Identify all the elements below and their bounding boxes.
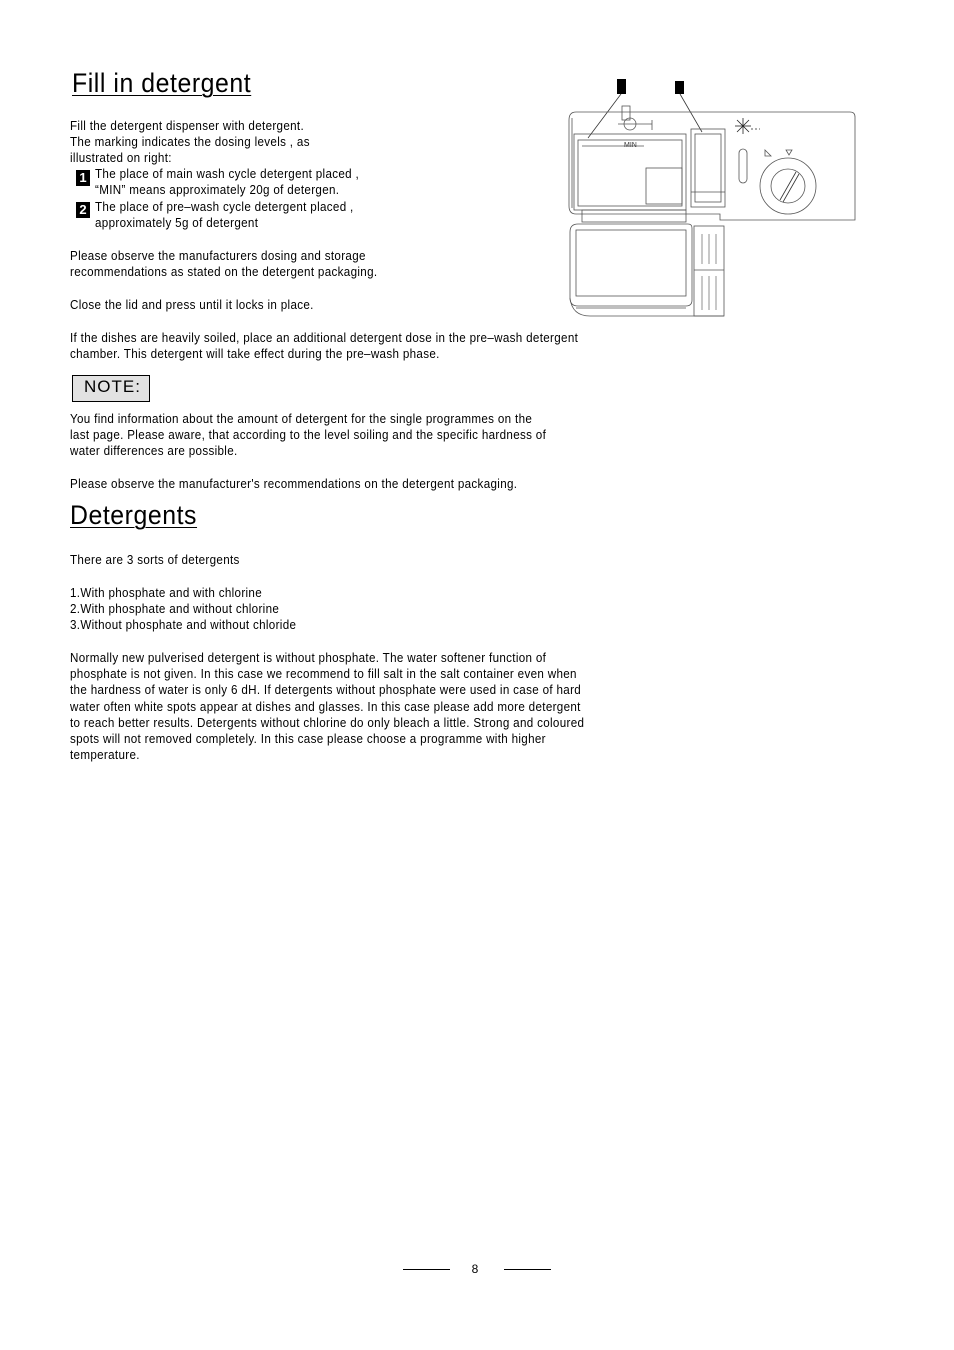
text-line: approximately 5g of detergent [95, 216, 259, 231]
text-line: You find information about the amount of detergent for the single programmes on the [70, 412, 533, 426]
text-line: chamber. This detergent will take effect during the pre–wash phase. [70, 347, 440, 362]
section-title-fill-detergent: Fill in detergent [72, 68, 252, 98]
text-line: the hardness of water is only 6 dH. If detergents without phosphate were used in case of hard [70, 683, 582, 698]
text-line: last page. Please aware, that according to the level soiling and the specific hardness of [70, 428, 547, 443]
text-line: Normally new pulverised detergent is without phosphate. The water softener function of [70, 651, 547, 665]
list-item: 2.With phosphate and without chlorine [70, 602, 280, 617]
fill-close-paragraph: Close the lid and press until it locks in place. [70, 298, 314, 312]
fill-heavy-paragraph [70, 330, 578, 362]
text-line: “MIN” means approximately 20g of detergen. [95, 183, 340, 198]
marker-2: 2 [76, 202, 90, 218]
item-1-text [95, 166, 359, 198]
text-line: temperature. [70, 748, 140, 763]
text-line: illustrated on right: [70, 151, 172, 166]
detergents-paragraph [70, 650, 584, 763]
note-label-box [72, 375, 150, 402]
page-number: 8 [471, 1262, 479, 1276]
list-item: 3.Without phosphate and without chloride [70, 618, 297, 633]
marker-1-tab [617, 79, 626, 94]
marker-2-tab [675, 81, 684, 94]
footer-rule-left [403, 1269, 450, 1270]
text-line: If the dishes are heavily soiled, place an additional detergent dose in the pre–wash detergent [70, 331, 579, 345]
fill-intro [70, 118, 310, 167]
text-line: The place of main wash cycle detergent placed , [95, 167, 360, 181]
text-line: recommendations as stated on the detergent packaging. [70, 265, 378, 280]
text-line: Please observe the manufacturers dosing and storage [70, 249, 366, 263]
text-line: to reach better results. Detergents without chlorine do only bleach a little. Strong and coloured [70, 715, 585, 730]
item-2-text [95, 199, 354, 231]
text-line: The marking indicates the dosing levels , as [70, 135, 310, 150]
footer-rule-right [504, 1269, 551, 1270]
text-line: Fill the detergent dispenser with detergent. [70, 119, 305, 133]
text-line: water differences are possible. [70, 444, 238, 459]
detergent-dispenser-illustration [560, 74, 860, 324]
section-title-detergents: Detergents [70, 500, 198, 530]
list-item: 1.With phosphate and with chlorine [70, 586, 263, 600]
marker-1: 1 [76, 170, 90, 186]
note-info-paragraph [70, 411, 546, 460]
detergents-list [70, 585, 296, 634]
note-manufacturer-paragraph: Please observe the manufacturer's recommendations on the detergent packaging. [70, 477, 518, 491]
min-label: MIN [624, 142, 637, 149]
text-line: water often white spots appear at dishes and glasses. In this case please add more detergent [70, 699, 581, 714]
note-label: NOTE: [84, 377, 141, 396]
detergents-intro: There are 3 sorts of detergents [70, 553, 240, 567]
text-line: spots will not removed completely. In this case please choose a programme with higher [70, 731, 546, 746]
fill-observe-paragraph [70, 248, 377, 280]
text-line: The place of pre–wash cycle detergent placed , [95, 200, 354, 214]
text-line: phosphate is not given. In this case we recommend to fill salt in the salt container even when [70, 667, 577, 682]
